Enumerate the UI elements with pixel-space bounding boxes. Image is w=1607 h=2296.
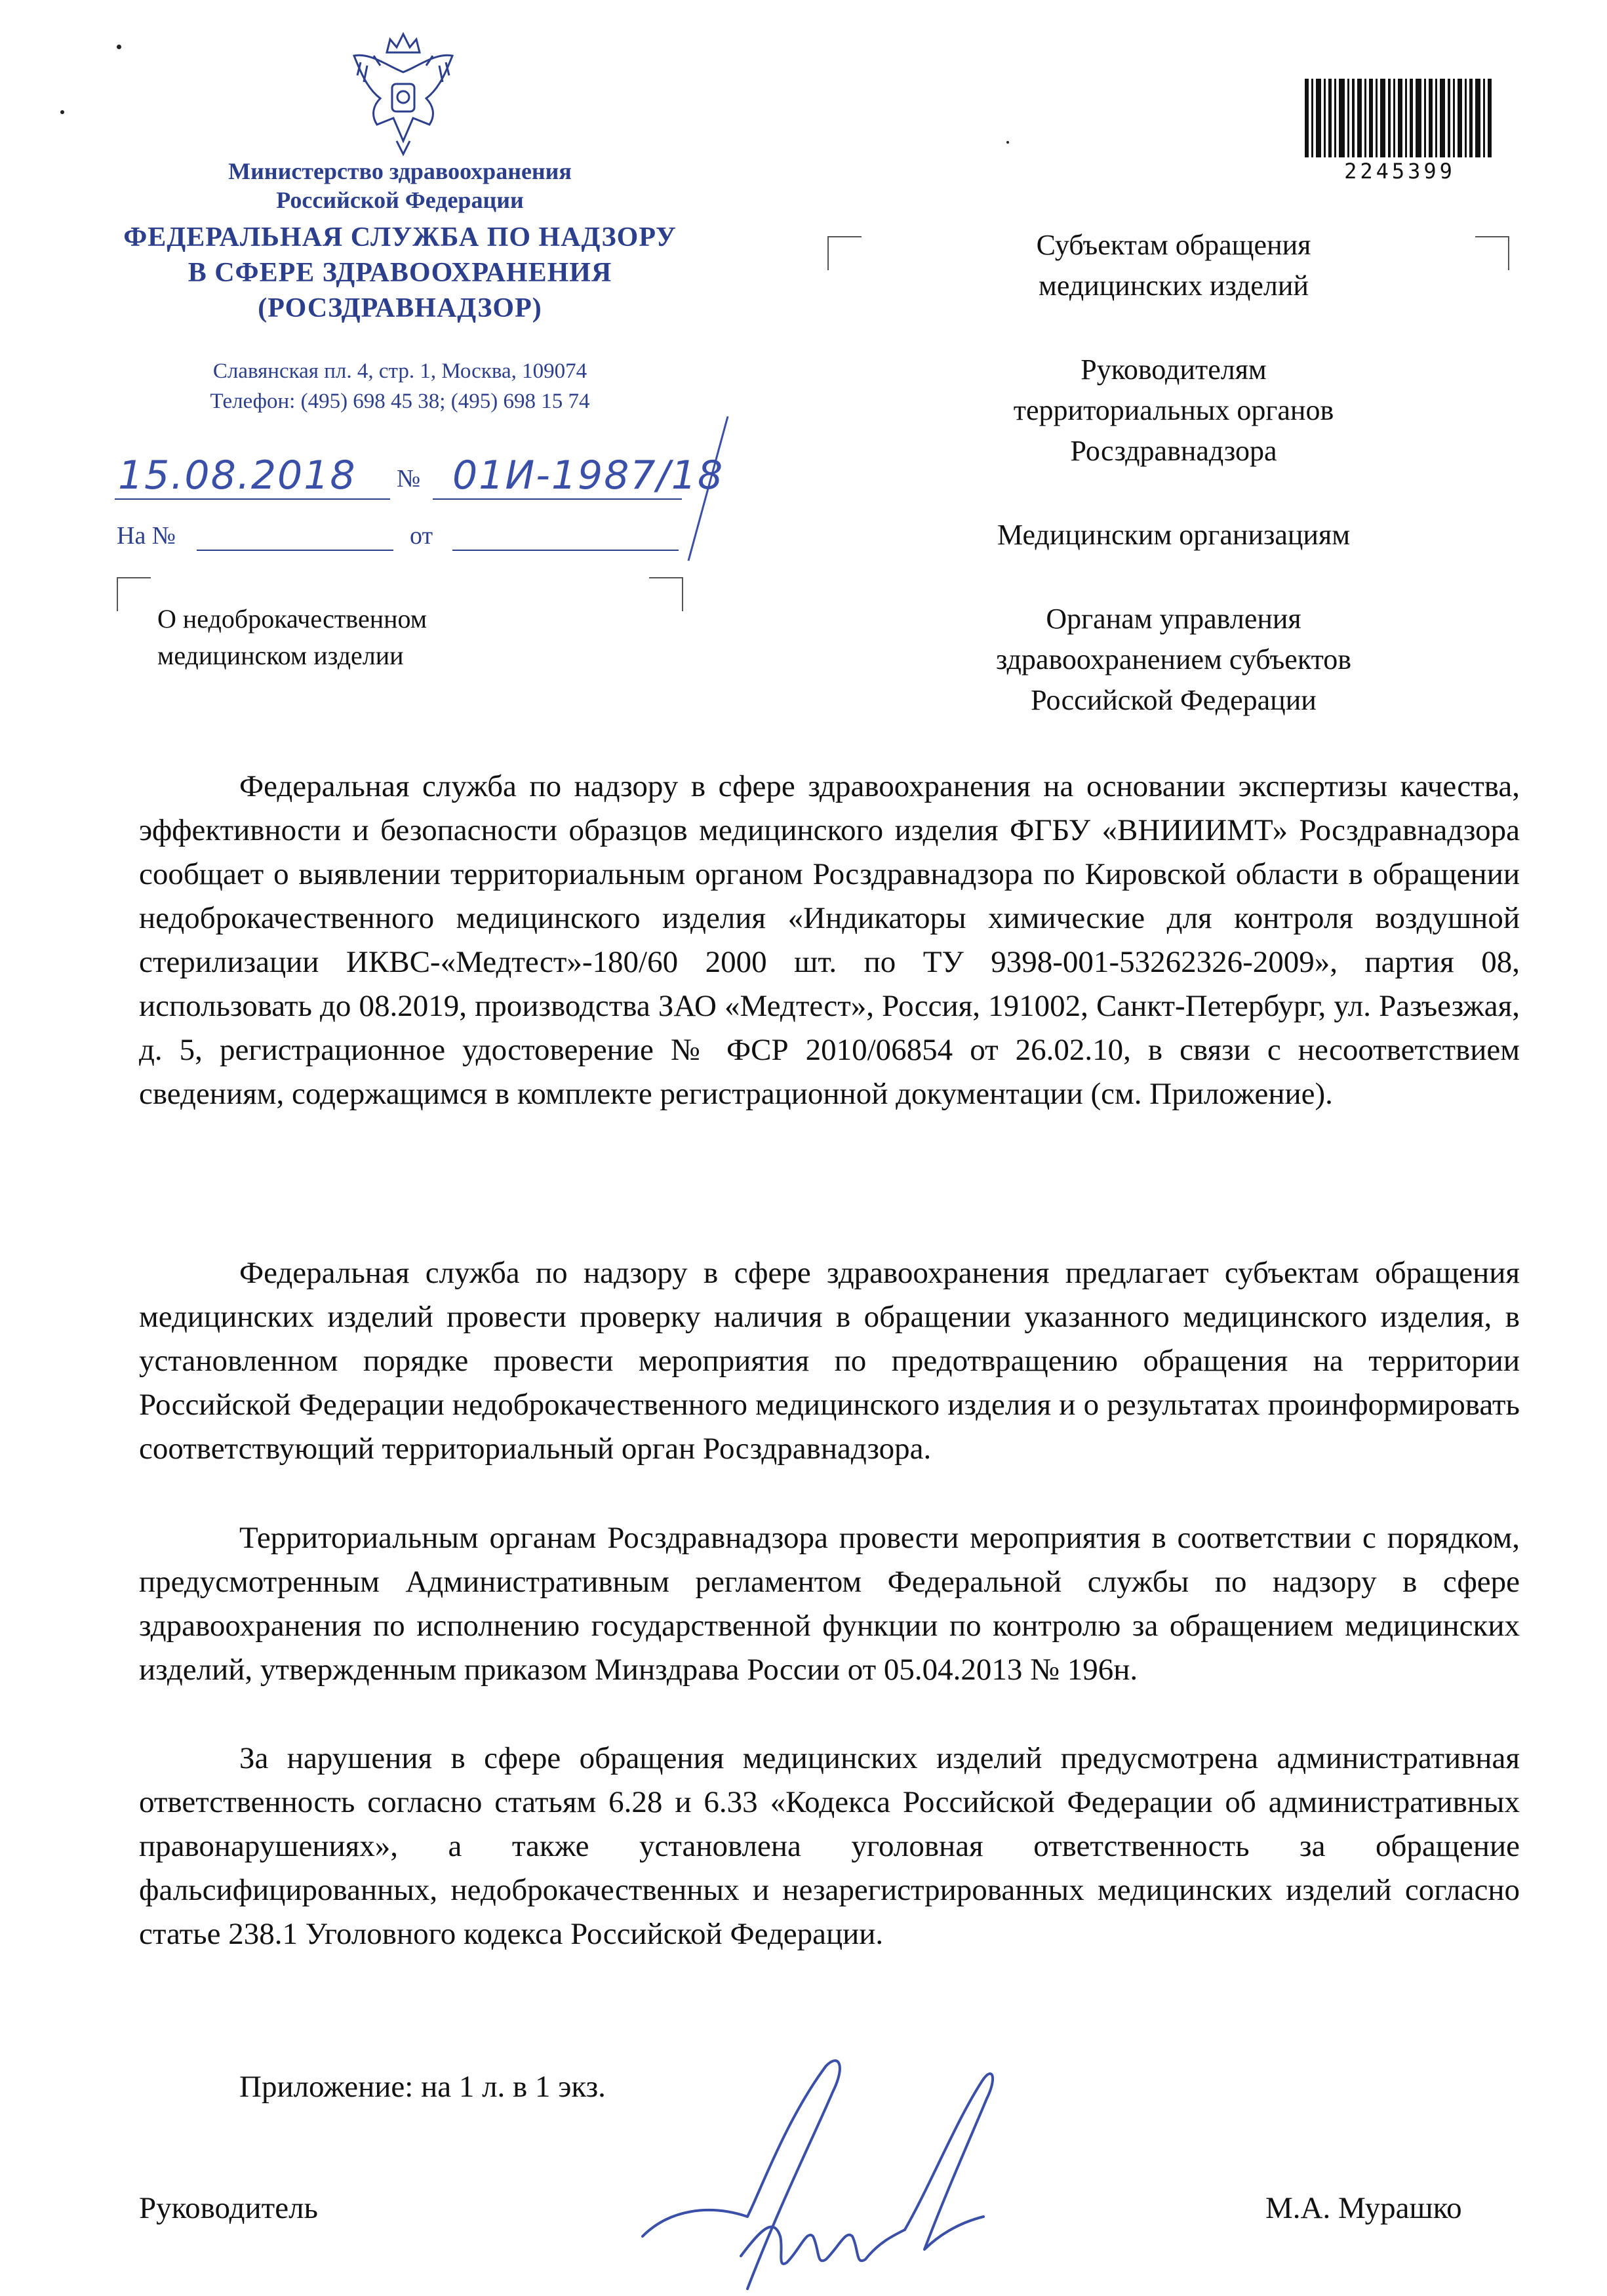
organization-phone: Телефон: (495) 698 45 38; (495) 698 15 74 (210, 390, 590, 413)
addressee-group2-line2: территориальных органов (1013, 394, 1334, 426)
addressee-group4-line1: Органам управления (1046, 603, 1301, 635)
reference-number-blank (197, 550, 393, 551)
addressee-group2-line3: Росздравнадзора (1070, 435, 1277, 467)
service-name-line3: (РОСЗДРАВНАДЗОР) (258, 293, 542, 323)
addressee-group4-line3: Российской Федерации (1031, 684, 1317, 716)
scan-speck (117, 45, 121, 49)
body-paragraph-2: Федеральная служба по надзору в сфере здравоохранения предлагает субъектам обращения медицинских изделий провести проверку наличия в обращении указанного медицинского изделия, в установленном порядке провести мероприятия по предотвращению обращения на территории Российской Федерации недоброкачественного медицинского изделия и о результатах проинформировать соответствующий территориальный орган Росздравнадзора. (139, 1256, 1520, 1466)
handwritten-number: 01И-1987/18 (452, 453, 724, 498)
body-paragraph-3: Территориальным органам Росздравнадзора провести мероприятия в соответствии с порядком, предусмотренным Административным регламентом Федеральной службы по надзору в сфере здравоохранения по исполнению государственной функции по контролю за обращением медицинских изделий, утвержденным приказом Минздрава России от 05.04.2013 № 196н. (139, 1521, 1520, 1687)
addressee-group2-line1: Руководителям (1081, 353, 1267, 386)
barcode-icon (1305, 79, 1495, 157)
service-name-line1: ФЕДЕРАЛЬНАЯ СЛУЖБА ПО НАДЗОРУ (123, 222, 677, 252)
body-paragraph-4: За нарушения в сфере обращения медицинских изделий предусмотрена административная ответственность согласно статьям 6.28 и 6.33 «Кодекса Российской Федерации об административных правонарушениях», а также установлена уголовная ответственность за обращение фальсифицированных, недоброкачественных и незарегистрированных медицинских изделий согласно статье 238.1 Уголовного кодекса Российской Федерации. (139, 1741, 1520, 1951)
addressee-group4-line2: здравоохранением субъектов (995, 643, 1352, 675)
addressee-corner-right (1475, 236, 1509, 270)
russian-coat-of-arms-icon (341, 26, 466, 157)
ministry-name-line1: Министерство здравоохранения (228, 158, 572, 184)
date-underline (115, 498, 390, 500)
number-sign: № (397, 465, 421, 493)
addressee-corner-left (827, 236, 862, 270)
service-name-line2: В СФЕРЕ ЗДРАВООХРАНЕНИЯ (188, 258, 612, 288)
signer-name: М.А. Мурашко (1265, 2191, 1462, 2225)
number-underline (433, 498, 682, 500)
handwritten-date: 15.08.2018 (118, 453, 357, 498)
body-paragraph-1: Федеральная служба по надзору в сфере здравоохранения на основании экспертизы качества, эффективности и безопасности образцов медицинского изделия ФГБУ «ВНИИИМТ» Росздравнадзора сообщает о выявлении территориальным органом Росздравнадзора по Кировской области в обращении недоброкачественного медицинского изделия «Индикаторы химические для контроля воздушной стерилизации ИКВС-«Медтест»-180/60 2000 шт. по ТУ 9398-001-53262326-2009», партия 08, использовать до 08.2019, производства ЗАО «Медтест», Россия, 191002, Санкт-Петербург, ул. Разъезжая, д. 5, регистрационное удостоверение № ФСР 2010/06854 от 26.02.10, в связи с несоответствием сведениям, содержащимся в комплекте регистрационной документации (см. Приложение). (139, 769, 1520, 1111)
subject-corner-left (117, 577, 151, 611)
scan-speck (60, 110, 64, 114)
reference-date-label: от (410, 522, 433, 550)
appendix-note: Приложение: на 1 л. в 1 экз. (239, 2070, 606, 2104)
reference-number-label: На № (117, 522, 176, 550)
handwritten-signature-icon (629, 2040, 1023, 2295)
barcode-number: 2245399 (1344, 159, 1456, 184)
addressee-group1-line2: медицинских изделий (1039, 270, 1309, 302)
addressee-group1-line1: Субъектам обращения (1036, 229, 1311, 261)
subject-line2: медицинском изделии (157, 641, 404, 670)
subject-corner-right (649, 577, 683, 611)
subject-line1: О недоброкачественном (157, 604, 427, 634)
scan-speck (1006, 141, 1009, 144)
addressee-group3-line1: Медицинским организациям (997, 519, 1351, 551)
ministry-name-line2: Российской Федерации (276, 187, 524, 213)
organization-address: Славянская пл. 4, стр. 1, Москва, 109074 (212, 359, 587, 383)
handwritten-slash-stroke (682, 413, 734, 564)
signer-title: Руководитель (139, 2191, 318, 2225)
reference-date-blank (452, 550, 679, 551)
